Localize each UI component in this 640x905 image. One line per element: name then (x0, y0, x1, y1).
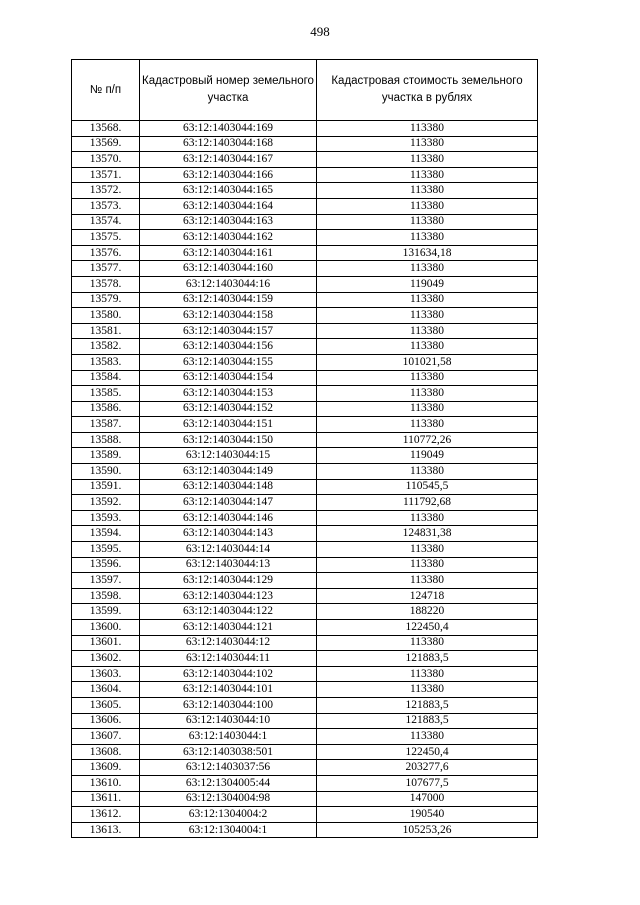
table-row (72, 464, 538, 480)
row-number-cell: 13607. (72, 729, 140, 745)
cadastral-number-cell: 63:12:1403038:501 (140, 744, 317, 760)
cadastral-number-cell: 63:12:1403044:1 (140, 729, 317, 745)
row-number-cell: 13593. (72, 510, 140, 526)
cadastral-value-cell: 113380 (317, 682, 538, 698)
cadastral-number-cell: 63:12:1403044:168 (140, 136, 317, 152)
cadastral-number-cell: 63:12:1403044:167 (140, 152, 317, 168)
table-row (72, 744, 538, 760)
table-row (72, 588, 538, 604)
cadastral-value-cell: 113380 (317, 510, 538, 526)
cadastral-value-cell: 113380 (317, 401, 538, 417)
cadastral-value-cell: 124831,38 (317, 526, 538, 542)
cadastral-value-cell: 121883,5 (317, 713, 538, 729)
cadastral-number-cell: 63:12:1403044:150 (140, 432, 317, 448)
cadastral-number-cell: 63:12:1403044:16 (140, 276, 317, 292)
row-number-cell: 13592. (72, 495, 140, 511)
cadastral-value-cell: 113380 (317, 198, 538, 214)
cadastral-number-cell: 63:12:1403044:152 (140, 401, 317, 417)
cadastral-number-cell: 63:12:1403044:14 (140, 542, 317, 558)
row-number-cell: 13575. (72, 230, 140, 246)
cadastral-number-cell: 63:12:1403044:165 (140, 183, 317, 199)
cadastral-number-cell: 63:12:1403044:166 (140, 167, 317, 183)
table-row (72, 620, 538, 636)
table-row (72, 323, 538, 339)
cadastral-number-cell: 63:12:1403044:162 (140, 230, 317, 246)
cadastral-number-cell: 63:12:1403044:143 (140, 526, 317, 542)
table-row (72, 573, 538, 589)
row-number-cell: 13613. (72, 822, 140, 838)
cadastral-number-cell: 63:12:1403044:154 (140, 370, 317, 386)
cadastral-value-cell: 111792,68 (317, 495, 538, 511)
header-row-number: № п/п (72, 60, 140, 121)
table-row (72, 791, 538, 807)
table-row (72, 635, 538, 651)
row-number-cell: 13601. (72, 635, 140, 651)
cadastral-number-cell: 63:12:1403044:121 (140, 620, 317, 636)
row-number-cell: 13574. (72, 214, 140, 230)
cadastral-value-cell: 190540 (317, 807, 538, 823)
table-header (72, 60, 538, 121)
cadastral-value-cell: 113380 (317, 729, 538, 745)
table-row (72, 557, 538, 573)
row-number-cell: 13598. (72, 588, 140, 604)
table-row (72, 775, 538, 791)
row-number-cell: 13611. (72, 791, 140, 807)
row-number-cell: 13595. (72, 542, 140, 558)
table-row (72, 760, 538, 776)
cadastral-number-cell: 63:12:1304004:1 (140, 822, 317, 838)
cadastral-value-cell: 113380 (317, 370, 538, 386)
cadastral-value-cell: 110772,26 (317, 432, 538, 448)
table-header-row (72, 60, 538, 121)
cadastral-number-cell: 63:12:1403044:102 (140, 666, 317, 682)
row-number-cell: 13570. (72, 152, 140, 168)
table-row (72, 214, 538, 230)
cadastral-number-cell: 63:12:1403044:13 (140, 557, 317, 573)
row-number-cell: 13589. (72, 448, 140, 464)
cadastral-value-cell: 101021,58 (317, 354, 538, 370)
row-number-cell: 13585. (72, 386, 140, 402)
row-number-cell: 13597. (72, 573, 140, 589)
row-number-cell: 13612. (72, 807, 140, 823)
cadastral-number-cell: 63:12:1403044:10 (140, 713, 317, 729)
cadastral-number-cell: 63:12:1403044:159 (140, 292, 317, 308)
cadastral-number-cell: 63:12:1403044:12 (140, 635, 317, 651)
cadastral-value-cell: 113380 (317, 386, 538, 402)
cadastral-value-cell: 113380 (317, 183, 538, 199)
row-number-cell: 13588. (72, 432, 140, 448)
table-row (72, 729, 538, 745)
cadastral-value-table (71, 59, 538, 838)
row-number-cell: 13571. (72, 167, 140, 183)
cadastral-value-cell: 113380 (317, 308, 538, 324)
table-row (72, 386, 538, 402)
table-row (72, 697, 538, 713)
cadastral-number-cell: 63:12:1304005:44 (140, 775, 317, 791)
row-number-cell: 13581. (72, 323, 140, 339)
cadastral-value-cell: 113380 (317, 121, 538, 137)
row-number-cell: 13582. (72, 339, 140, 355)
row-number-cell: 13587. (72, 417, 140, 433)
cadastral-value-cell: 119049 (317, 276, 538, 292)
cadastral-number-cell: 63:12:1403044:15 (140, 448, 317, 464)
row-number-cell: 13578. (72, 276, 140, 292)
cadastral-number-cell: 63:12:1403044:156 (140, 339, 317, 355)
row-number-cell: 13594. (72, 526, 140, 542)
cadastral-number-cell: 63:12:1403044:11 (140, 651, 317, 667)
cadastral-number-cell: 63:12:1304004:2 (140, 807, 317, 823)
header-cadastral-number: Кадастровый номер земельного участка (140, 60, 317, 121)
cadastral-number-cell: 63:12:1403044:161 (140, 245, 317, 261)
cadastral-number-cell: 63:12:1403044:129 (140, 573, 317, 589)
table-row (72, 183, 538, 199)
cadastral-value-cell: 113380 (317, 230, 538, 246)
cadastral-number-cell: 63:12:1403044:147 (140, 495, 317, 511)
cadastral-value-cell: 113380 (317, 167, 538, 183)
cadastral-value-cell: 113380 (317, 323, 538, 339)
cadastral-number-cell: 63:12:1403044:163 (140, 214, 317, 230)
cadastral-number-cell: 63:12:1304004:98 (140, 791, 317, 807)
cadastral-value-cell: 113380 (317, 542, 538, 558)
row-number-cell: 13604. (72, 682, 140, 698)
row-number-cell: 13608. (72, 744, 140, 760)
cadastral-number-cell: 63:12:1403044:146 (140, 510, 317, 526)
row-number-cell: 13579. (72, 292, 140, 308)
cadastral-number-cell: 63:12:1403044:155 (140, 354, 317, 370)
table-row (72, 651, 538, 667)
row-number-cell: 13568. (72, 121, 140, 137)
cadastral-value-cell: 121883,5 (317, 651, 538, 667)
cadastral-value-cell: 110545,5 (317, 479, 538, 495)
row-number-cell: 13580. (72, 308, 140, 324)
table-row (72, 136, 538, 152)
table-row (72, 495, 538, 511)
row-number-cell: 13600. (72, 620, 140, 636)
cadastral-number-cell: 63:12:1403044:122 (140, 604, 317, 620)
cadastral-value-cell: 122450,4 (317, 744, 538, 760)
table-row (72, 276, 538, 292)
cadastral-number-cell: 63:12:1403044:151 (140, 417, 317, 433)
cadastral-value-cell: 122450,4 (317, 620, 538, 636)
cadastral-value-cell: 113380 (317, 464, 538, 480)
table-row (72, 479, 538, 495)
row-number-cell: 13572. (72, 183, 140, 199)
row-number-cell: 13591. (72, 479, 140, 495)
table-row (72, 354, 538, 370)
cadastral-number-cell: 63:12:1403044:158 (140, 308, 317, 324)
table-row (72, 339, 538, 355)
table-row (72, 167, 538, 183)
row-number-cell: 13569. (72, 136, 140, 152)
cadastral-value-cell: 105253,26 (317, 822, 538, 838)
table-row (72, 822, 538, 838)
table-row (72, 448, 538, 464)
cadastral-number-cell: 63:12:1403044:169 (140, 121, 317, 137)
cadastral-value-cell: 113380 (317, 339, 538, 355)
row-number-cell: 13573. (72, 198, 140, 214)
cadastral-value-cell: 113380 (317, 152, 538, 168)
cadastral-value-cell: 113380 (317, 557, 538, 573)
page-number: 498 (310, 24, 330, 39)
table-row (72, 807, 538, 823)
table-row (72, 417, 538, 433)
cadastral-value-cell: 113380 (317, 136, 538, 152)
cadastral-value-cell: 113380 (317, 214, 538, 230)
cadastral-number-cell: 63:12:1403044:148 (140, 479, 317, 495)
cadastral-value-cell: 113380 (317, 666, 538, 682)
table-row (72, 526, 538, 542)
table-row (72, 121, 538, 137)
table-row (72, 713, 538, 729)
cadastral-value-cell: 107677,5 (317, 775, 538, 791)
table-row (72, 292, 538, 308)
table-row (72, 230, 538, 246)
cadastral-value-cell: 113380 (317, 292, 538, 308)
table-row (72, 308, 538, 324)
cadastral-number-cell: 63:12:1403044:100 (140, 697, 317, 713)
row-number-cell: 13605. (72, 697, 140, 713)
row-number-cell: 13583. (72, 354, 140, 370)
cadastral-number-cell: 63:12:1403044:123 (140, 588, 317, 604)
header-cadastral-value: Кадастровая стоимость земельного участка в рублях (317, 60, 538, 121)
row-number-cell: 13576. (72, 245, 140, 261)
row-number-cell: 13603. (72, 666, 140, 682)
table-row (72, 666, 538, 682)
row-number-cell: 13599. (72, 604, 140, 620)
table-row (72, 604, 538, 620)
row-number-cell: 13609. (72, 760, 140, 776)
table-row (72, 370, 538, 386)
table-row (72, 198, 538, 214)
table-row (72, 401, 538, 417)
table-row (72, 245, 538, 261)
cadastral-number-cell: 63:12:1403044:149 (140, 464, 317, 480)
cadastral-value-cell: 188220 (317, 604, 538, 620)
row-number-cell: 13610. (72, 775, 140, 791)
cadastral-value-cell: 113380 (317, 635, 538, 651)
cadastral-number-cell: 63:12:1403037:56 (140, 760, 317, 776)
row-number-cell: 13584. (72, 370, 140, 386)
row-number-cell: 13606. (72, 713, 140, 729)
cadastral-number-cell: 63:12:1403044:153 (140, 386, 317, 402)
cadastral-value-cell: 113380 (317, 417, 538, 433)
row-number-cell: 13602. (72, 651, 140, 667)
cadastral-number-cell: 63:12:1403044:164 (140, 198, 317, 214)
cadastral-value-cell: 203277,6 (317, 760, 538, 776)
row-number-cell: 13596. (72, 557, 140, 573)
cadastral-value-cell: 147000 (317, 791, 538, 807)
row-number-cell: 13586. (72, 401, 140, 417)
row-number-cell: 13577. (72, 261, 140, 277)
cadastral-number-cell: 63:12:1403044:157 (140, 323, 317, 339)
cadastral-value-cell: 113380 (317, 573, 538, 589)
cadastral-number-cell: 63:12:1403044:160 (140, 261, 317, 277)
table-row (72, 432, 538, 448)
table-row (72, 682, 538, 698)
cadastral-value-cell: 121883,5 (317, 697, 538, 713)
cadastral-value-cell: 119049 (317, 448, 538, 464)
table-row (72, 261, 538, 277)
cadastral-value-cell: 131634,18 (317, 245, 538, 261)
table-row (72, 510, 538, 526)
table-row (72, 542, 538, 558)
table-body (72, 121, 538, 838)
cadastral-number-cell: 63:12:1403044:101 (140, 682, 317, 698)
cadastral-value-cell: 124718 (317, 588, 538, 604)
row-number-cell: 13590. (72, 464, 140, 480)
table-row (72, 152, 538, 168)
cadastral-value-cell: 113380 (317, 261, 538, 277)
